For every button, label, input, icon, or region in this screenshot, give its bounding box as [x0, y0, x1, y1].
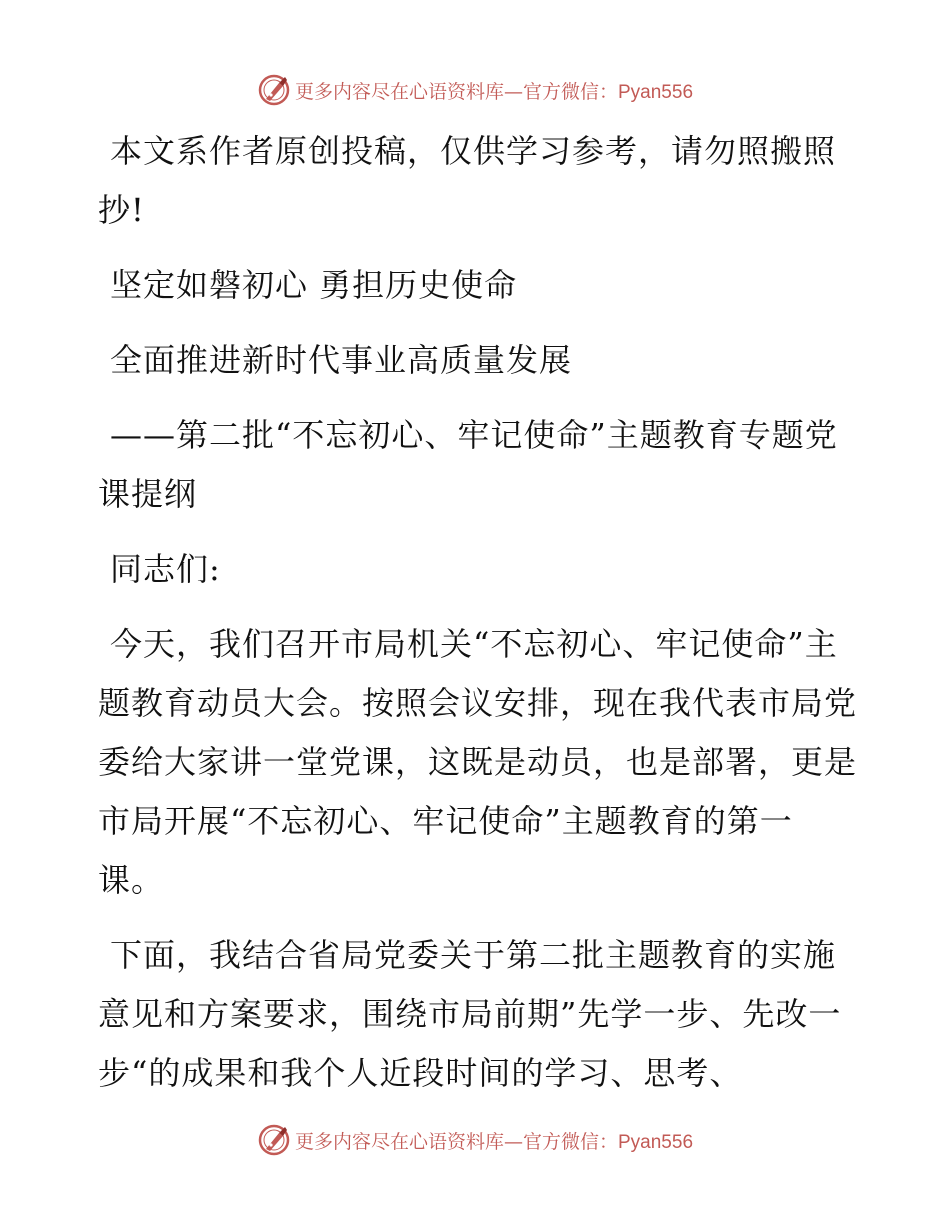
footer-banner-text — [295, 1127, 693, 1154]
pen-logo-icon — [257, 1123, 291, 1157]
footer-banner-title: 更多内容尽在心语资料库— — [294, 1130, 523, 1153]
paragraph-subtitle: ——第二批“不忘初心、牢记使命”主题教育专题党课提纲 — [98, 416, 838, 513]
header-banner-title: 更多内容尽在心语资料库— — [294, 80, 523, 103]
paragraph-body-2: 下面，我结合省局党委关于第二批主题教育的实施意见和方案要求，围绕市局前期”先学一步、先改一步“的成果和我个人近段时间的学习、思考、 — [98, 936, 842, 1092]
header-banner — [0, 70, 950, 110]
footer-banner-contact: 官方微信：Pyan556 — [523, 1131, 694, 1153]
paragraph-disclaimer: 本文系作者原创投稿，仅供学习参考，请勿照搬照抄! — [98, 132, 837, 229]
paragraph-body-1: 今天，我们召开市局机关“不忘初心、牢记使命”主题教育动员大会。按照会议安排，现在我代表市局党委给大家讲一堂党课，这既是动员，也是部署，更是市局开展“不忘初心、牢记使命”主题教育的第一课。 — [98, 625, 858, 899]
header-banner-contact: 官方微信：Pyan556 — [523, 81, 694, 103]
paragraph-title-line-1: 坚定如磐初心 勇担历史使命 — [110, 266, 518, 304]
pen-logo-icon — [257, 73, 291, 107]
paragraph-title-line-2: 全面推进新时代事业高质量发展 — [110, 341, 573, 379]
paragraph-salutation: 同志们: — [110, 550, 221, 588]
document-body — [98, 122, 858, 1119]
header-banner-text — [295, 77, 693, 104]
footer-banner — [0, 1120, 950, 1160]
